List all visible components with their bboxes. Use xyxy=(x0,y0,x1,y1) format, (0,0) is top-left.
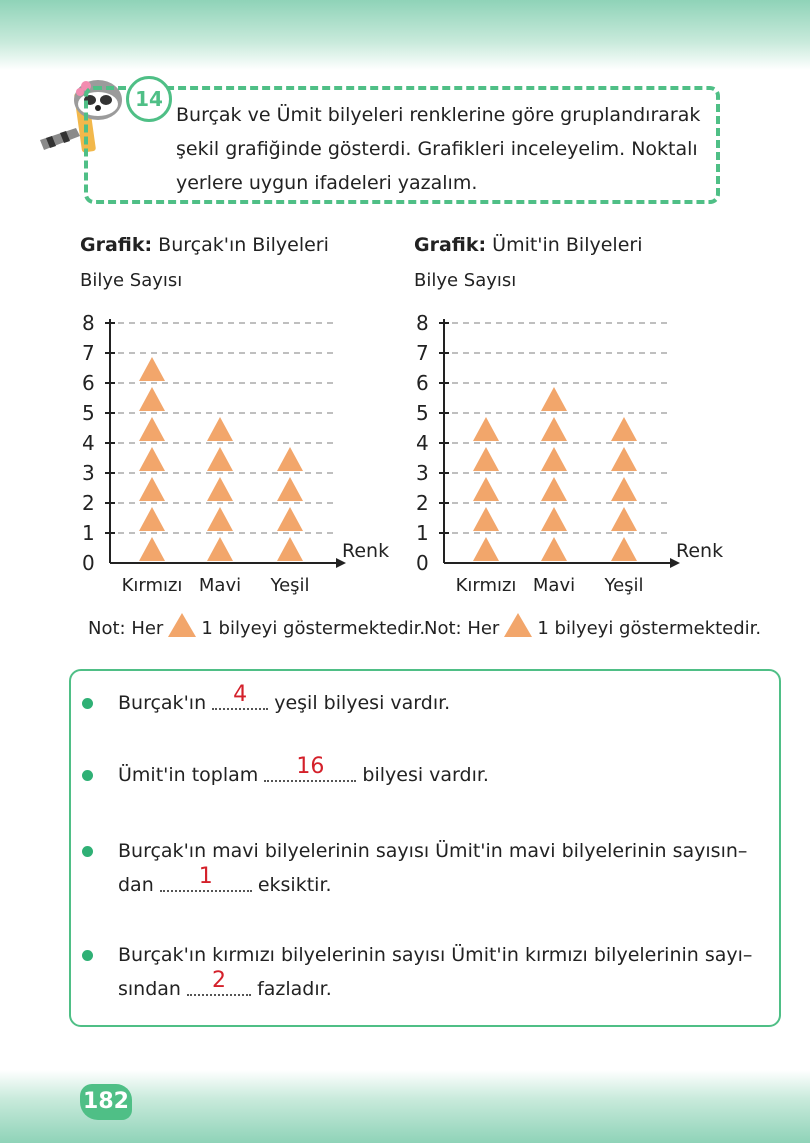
category-label: Yeşil xyxy=(270,575,310,596)
chart-title-text: Burçak'ın Bilyeleri xyxy=(158,234,329,256)
question-number: 14 xyxy=(126,76,172,122)
statement-text: bilyesi vardır. xyxy=(362,764,489,786)
triangle-marker xyxy=(611,447,637,471)
y-tick-label: 1 xyxy=(416,521,429,545)
triangle-marker xyxy=(541,477,567,501)
page-number: 182 xyxy=(80,1084,132,1120)
chart-title-umit xyxy=(414,234,642,256)
triangle-marker xyxy=(541,387,567,411)
category-label: Mavi xyxy=(198,575,242,596)
y-tick-label: 0 xyxy=(82,551,95,575)
triangle-marker xyxy=(541,417,567,441)
triangle-marker xyxy=(277,507,303,531)
category-label: Yeşil xyxy=(604,575,644,596)
answer-blank[interactable] xyxy=(160,864,252,892)
triangle-marker xyxy=(473,507,499,531)
triangle-marker xyxy=(139,507,165,531)
triangle-marker xyxy=(473,477,499,501)
y-tick-label: 3 xyxy=(82,461,95,485)
triangle-marker xyxy=(139,447,165,471)
y-tick-label: 6 xyxy=(82,371,95,395)
note-prefix: Not: Her xyxy=(424,618,500,639)
statement-text: yeşil bilyesi vardır. xyxy=(274,692,451,714)
bullet-icon xyxy=(82,950,93,961)
triangle-marker xyxy=(207,507,233,531)
chart-note-umit xyxy=(424,612,761,639)
triangle-marker xyxy=(277,447,303,471)
instruction-text: Burçak ve Ümit bilyeleri renklerine göre gruplandırarak şekil grafiğinde gösterdi. Grafikleri inceleyelim. Noktalı yerlere uygun ifadeleri yazalım. xyxy=(176,104,701,194)
triangle-marker xyxy=(139,417,165,441)
statement-text: dan xyxy=(118,874,154,896)
triangle-marker xyxy=(541,447,567,471)
triangle-marker xyxy=(541,537,567,561)
note-suffix: 1 bilyeyi göstermektedir. xyxy=(537,618,762,639)
statement-2 xyxy=(118,754,758,792)
y-tick-label: 3 xyxy=(416,461,429,485)
triangle-marker xyxy=(541,507,567,531)
triangle-marker xyxy=(207,447,233,471)
statement-text: eksiktir. xyxy=(257,874,332,896)
triangle-marker xyxy=(473,417,499,441)
y-tick-label: 8 xyxy=(82,311,95,335)
answer-value: 2 xyxy=(212,968,227,993)
answer-value: 1 xyxy=(198,864,213,889)
statement-3 xyxy=(118,834,758,902)
top-band xyxy=(0,0,810,70)
y-tick-label: 1 xyxy=(82,521,95,545)
y-tick-label: 5 xyxy=(82,401,95,425)
answer-value: 16 xyxy=(296,754,325,779)
triangle-marker xyxy=(473,537,499,561)
statement-text: Burçak'ın mavi bilyelerinin sayısı Ümit'in mavi bilyelerinin sayısın– xyxy=(118,840,748,862)
pictograph-charts xyxy=(0,300,810,605)
triangle-marker xyxy=(611,537,637,561)
statement-text: Burçak'ın xyxy=(118,692,207,714)
answer-blank[interactable] xyxy=(187,968,251,996)
note-prefix: Not: Her xyxy=(88,618,164,639)
triangle-marker xyxy=(207,477,233,501)
triangle-marker xyxy=(139,357,165,381)
statement-text: fazladır. xyxy=(257,978,332,1000)
triangle-marker xyxy=(277,537,303,561)
triangle-marker xyxy=(473,447,499,471)
triangle-marker xyxy=(207,537,233,561)
statement-4 xyxy=(118,938,758,1006)
statement-text: Ümit'in toplam xyxy=(118,764,259,786)
triangle-marker xyxy=(139,477,165,501)
answer-blank[interactable] xyxy=(264,754,356,782)
statement-text: Burçak'ın kırmızı bilyelerinin sayısı Ümit'in kırmızı bilyelerinin sayı– xyxy=(118,944,753,966)
chart-ylabel-umit: Bilye Sayısı xyxy=(414,270,517,291)
category-label: Kırmızı xyxy=(121,575,183,596)
y-tick-label: 2 xyxy=(416,491,429,515)
y-tick-label: 0 xyxy=(416,551,429,575)
bullet-icon xyxy=(82,698,93,709)
triangle-marker-icon xyxy=(503,612,533,638)
y-tick-label: 7 xyxy=(82,341,95,365)
triangle-marker xyxy=(277,477,303,501)
chart-note-burcak xyxy=(88,612,425,639)
statement-1 xyxy=(118,682,758,720)
chart-title-burcak xyxy=(80,234,329,256)
triangle-marker-icon xyxy=(167,612,197,638)
y-tick-label: 2 xyxy=(82,491,95,515)
y-tick-label: 5 xyxy=(416,401,429,425)
note-suffix: 1 bilyeyi göstermektedir. xyxy=(201,618,426,639)
triangle-marker xyxy=(139,537,165,561)
triangle-marker xyxy=(139,387,165,411)
chart-ylabel-burcak: Bilye Sayısı xyxy=(80,270,183,291)
triangle-marker xyxy=(611,507,637,531)
chart-title-prefix: Grafik: xyxy=(80,234,153,256)
x-axis-label: Renk xyxy=(342,540,390,562)
triangle-marker xyxy=(207,417,233,441)
triangle-marker xyxy=(611,417,637,441)
answer-value: 4 xyxy=(233,682,248,707)
chart-title-text: Ümit'in Bilyeleri xyxy=(492,234,643,256)
statement-text: sından xyxy=(118,978,181,1000)
category-label: Kırmızı xyxy=(455,575,517,596)
y-tick-label: 8 xyxy=(416,311,429,335)
y-tick-label: 7 xyxy=(416,341,429,365)
y-tick-label: 4 xyxy=(416,431,429,455)
triangle-marker xyxy=(611,477,637,501)
category-label: Mavi xyxy=(532,575,576,596)
y-tick-label: 6 xyxy=(416,371,429,395)
answer-blank[interactable] xyxy=(212,682,268,710)
bullet-icon xyxy=(82,770,93,781)
chart-title-prefix: Grafik: xyxy=(414,234,487,256)
x-axis-label: Renk xyxy=(676,540,724,562)
y-tick-label: 4 xyxy=(82,431,95,455)
bullet-icon xyxy=(82,846,93,857)
